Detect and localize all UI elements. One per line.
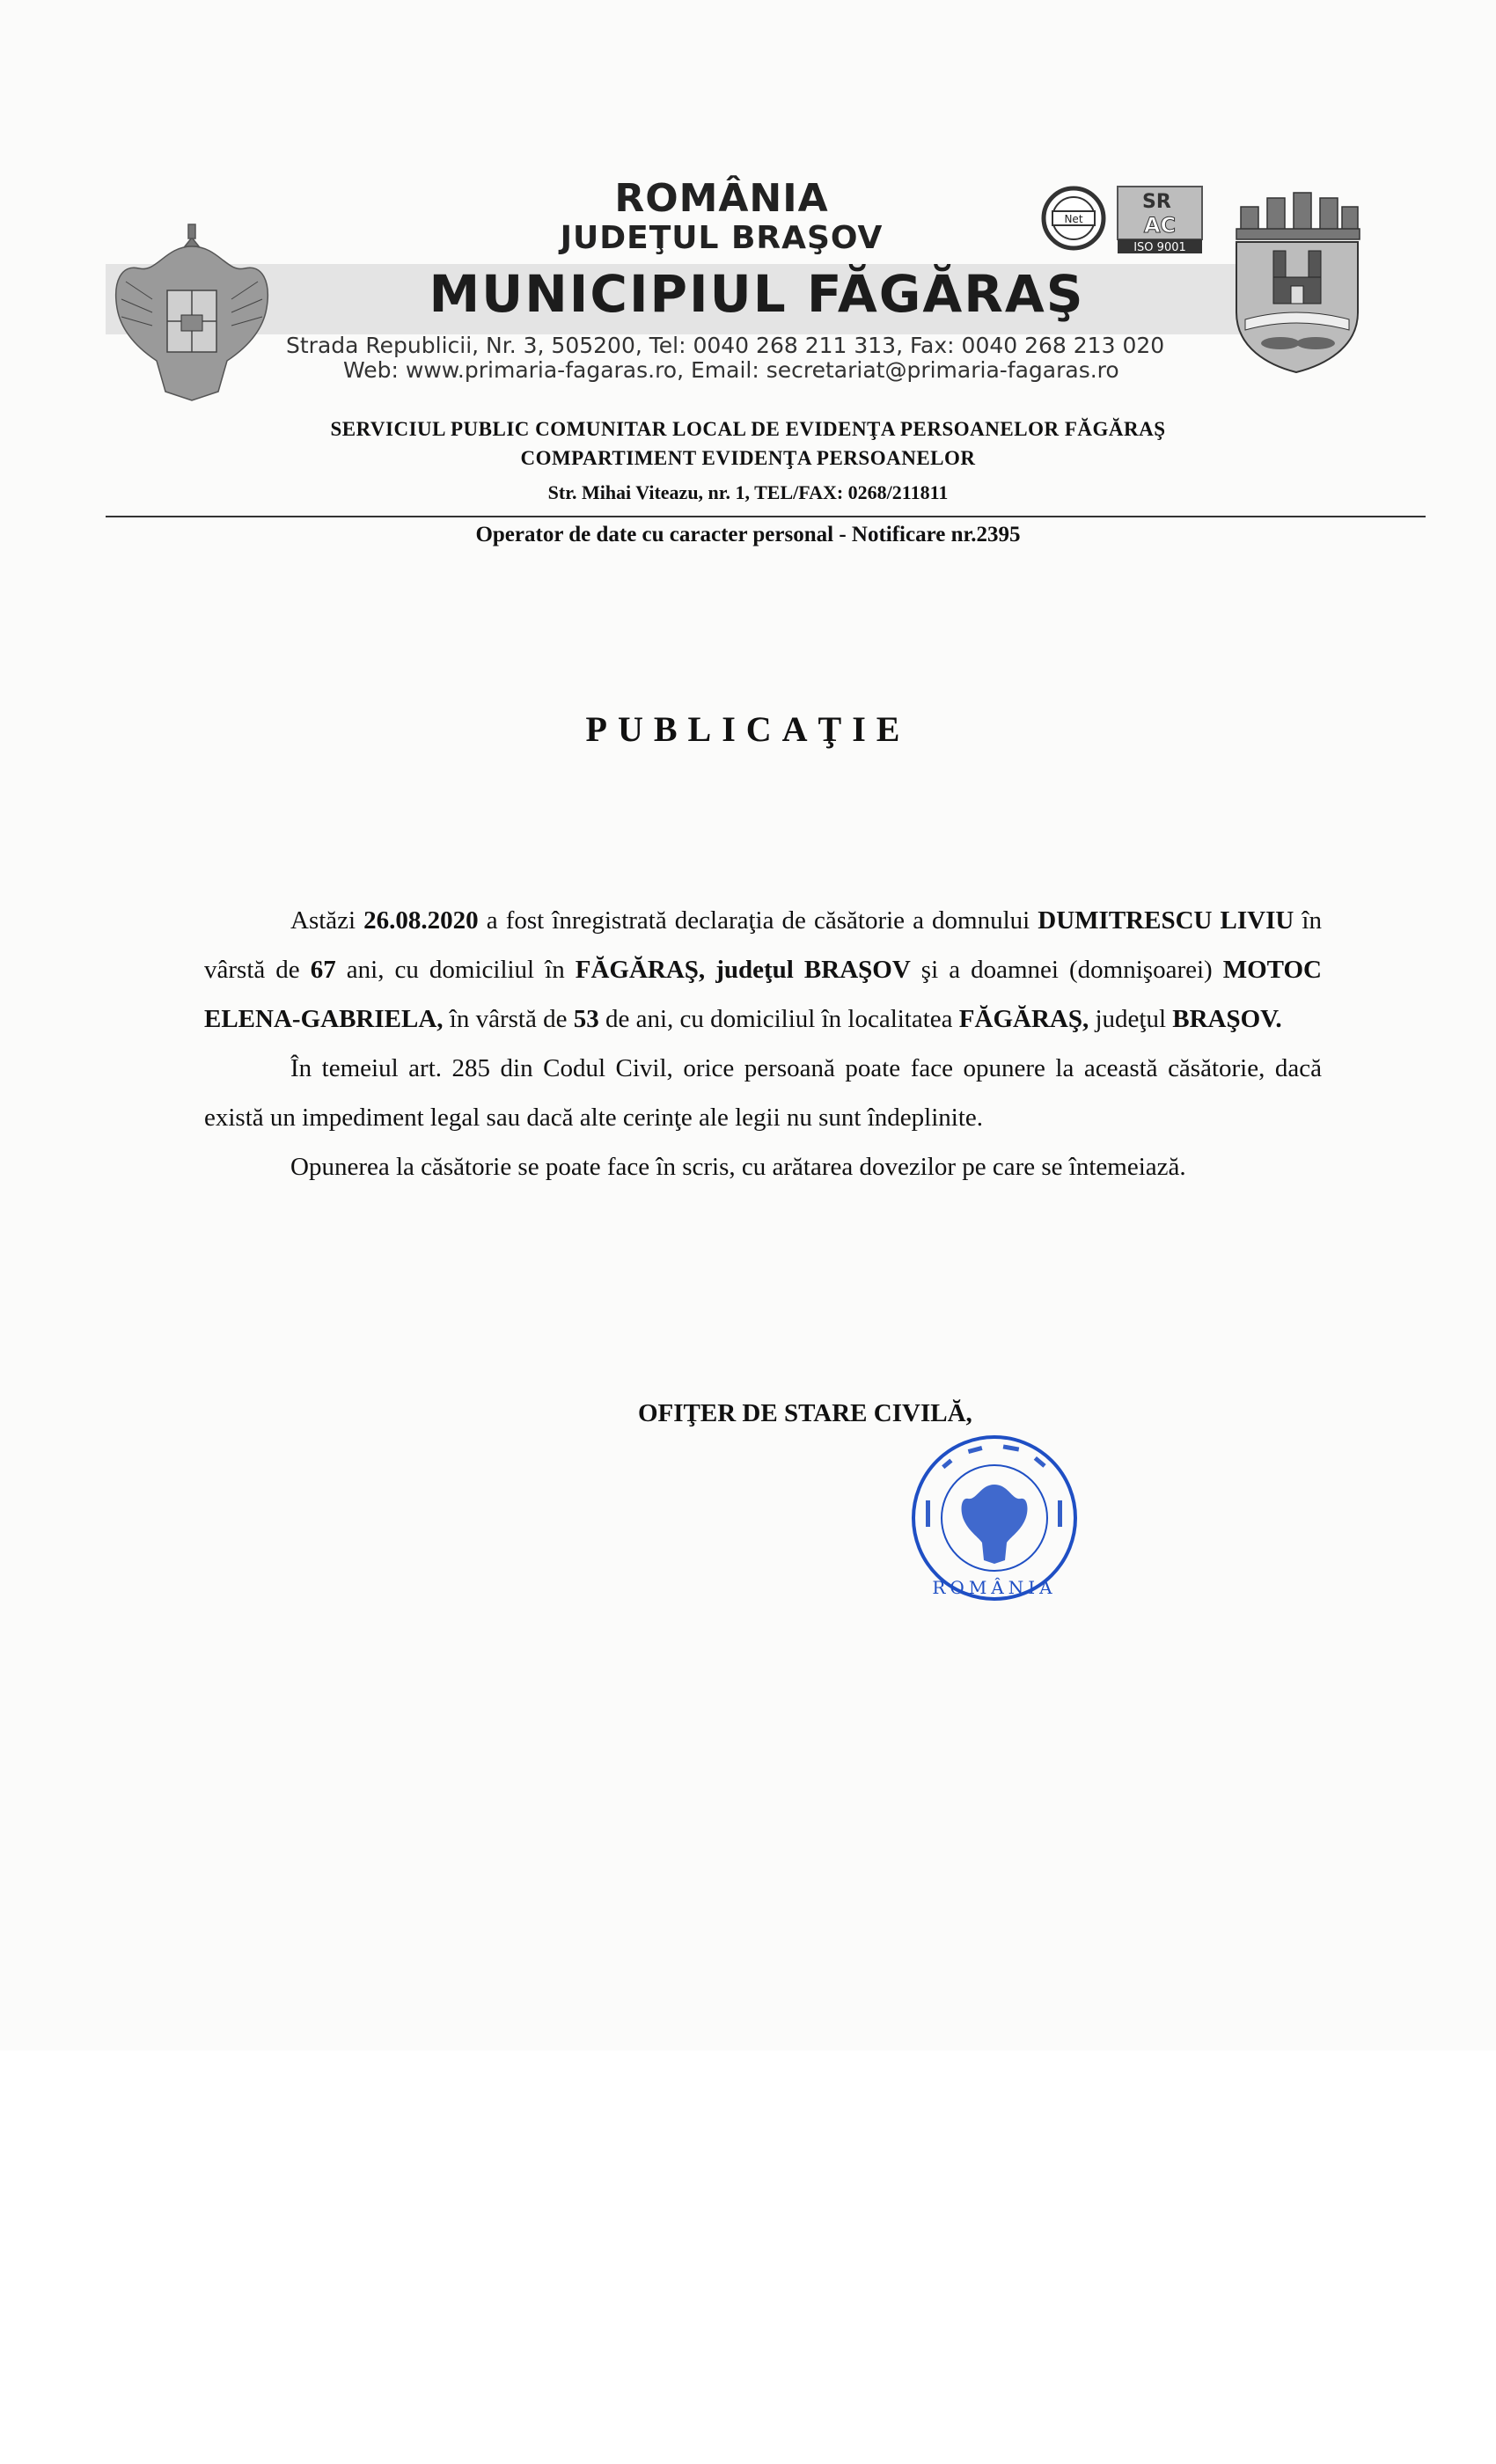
paragraph-legal-basis: În temeiul art. 285 din Codul Civil, orice persoană poate face opunere la această căsătorie, dacă există un impediment legal sau dacă alte cerinţe ale legii nu sunt îndeplinite. — [204, 1054, 1322, 1132]
cert-ac-label: AC — [1143, 213, 1177, 238]
text-segment: judeţul — [1089, 1005, 1173, 1033]
text-segment: de ani, cu domiciliul în localitatea — [598, 1005, 959, 1033]
cert-iso-label: ISO 9001 — [1133, 241, 1186, 254]
iqnet-certification-icon — [1030, 185, 1118, 251]
official-stamp-icon — [906, 1430, 1082, 1606]
text-segment: Astăzi — [290, 906, 364, 935]
bride-name: MOTOC ELENA-GABRIELA, — [204, 956, 1322, 1033]
bride-residence: FĂGĂRAŞ, — [958, 1005, 1089, 1033]
letterhead-municipality: MUNICIPIUL FĂGĂRAŞ — [429, 264, 1085, 324]
data-operator-notice: Operator de date cu caracter personal - Notificare nr.2395 — [475, 523, 1021, 546]
service-name: SERVICIUL PUBLIC COMUNITAR LOCAL DE EVIDENŢA PERSOANELOR FĂGĂRAŞ — [330, 418, 1166, 440]
paragraph-opposition: Opunerea la căsătorie se poate face în scris, cu arătarea dovezilor pe care se întemeiază. — [290, 1153, 1186, 1181]
srac-iso-certification-icon — [1116, 185, 1204, 255]
text-segment: în vârstă de — [443, 1005, 574, 1033]
letterhead-web-email: Web: www.primaria-fagaras.ro, Email: secretariat@primaria-fagaras.ro — [343, 357, 1119, 383]
document-title: PUBLICAŢIE — [585, 709, 911, 749]
romania-coat-of-arms-icon — [104, 220, 280, 405]
groom-name: DUMITRESCU LIVIU — [1038, 906, 1294, 935]
cert-sr-label: SR — [1142, 191, 1171, 213]
civil-officer-title: OFIŢER DE STARE CIVILĂ, — [638, 1399, 972, 1427]
letterhead-country: ROMÂNIA — [614, 176, 829, 221]
service-department: COMPARTIMENT EVIDENŢA PERSOANELOR — [520, 447, 976, 469]
letterhead-county: JUDEŢUL BRAŞOV — [560, 220, 884, 256]
text-segment: în vârstă de — [204, 906, 1322, 984]
service-address: Str. Mihai Viteazu, nr. 1, TEL/FAX: 0268/211811 — [547, 481, 949, 503]
bride-age: 53 — [573, 1005, 599, 1033]
registration-date: 26.08.2020 — [363, 906, 479, 935]
stamp-label: ROMÂNIA — [932, 1577, 1057, 1598]
bride-county: BRAŞOV. — [1172, 1005, 1282, 1033]
paragraph-declaration — [204, 896, 1322, 1044]
groom-age: 67 — [310, 956, 336, 984]
cert-left-label: Net — [1064, 213, 1083, 225]
letterhead-address: Strada Republicii, Nr. 3, 505200, Tel: 0040 268 211 313, Fax: 0040 268 213 020 — [286, 333, 1165, 358]
fagaras-coat-of-arms-icon — [1228, 189, 1364, 374]
document-body — [204, 896, 1322, 1192]
header-divider — [106, 516, 1426, 517]
text-segment: ani, cu domiciliul în — [335, 956, 576, 984]
text-segment: şi a doamnei (domnişoarei) — [910, 956, 1223, 984]
text-segment: a fost înregistrată declaraţia de căsătorie a domnului — [478, 906, 1038, 935]
groom-residence: FĂGĂRAŞ, judeţul BRAŞOV — [575, 956, 911, 984]
